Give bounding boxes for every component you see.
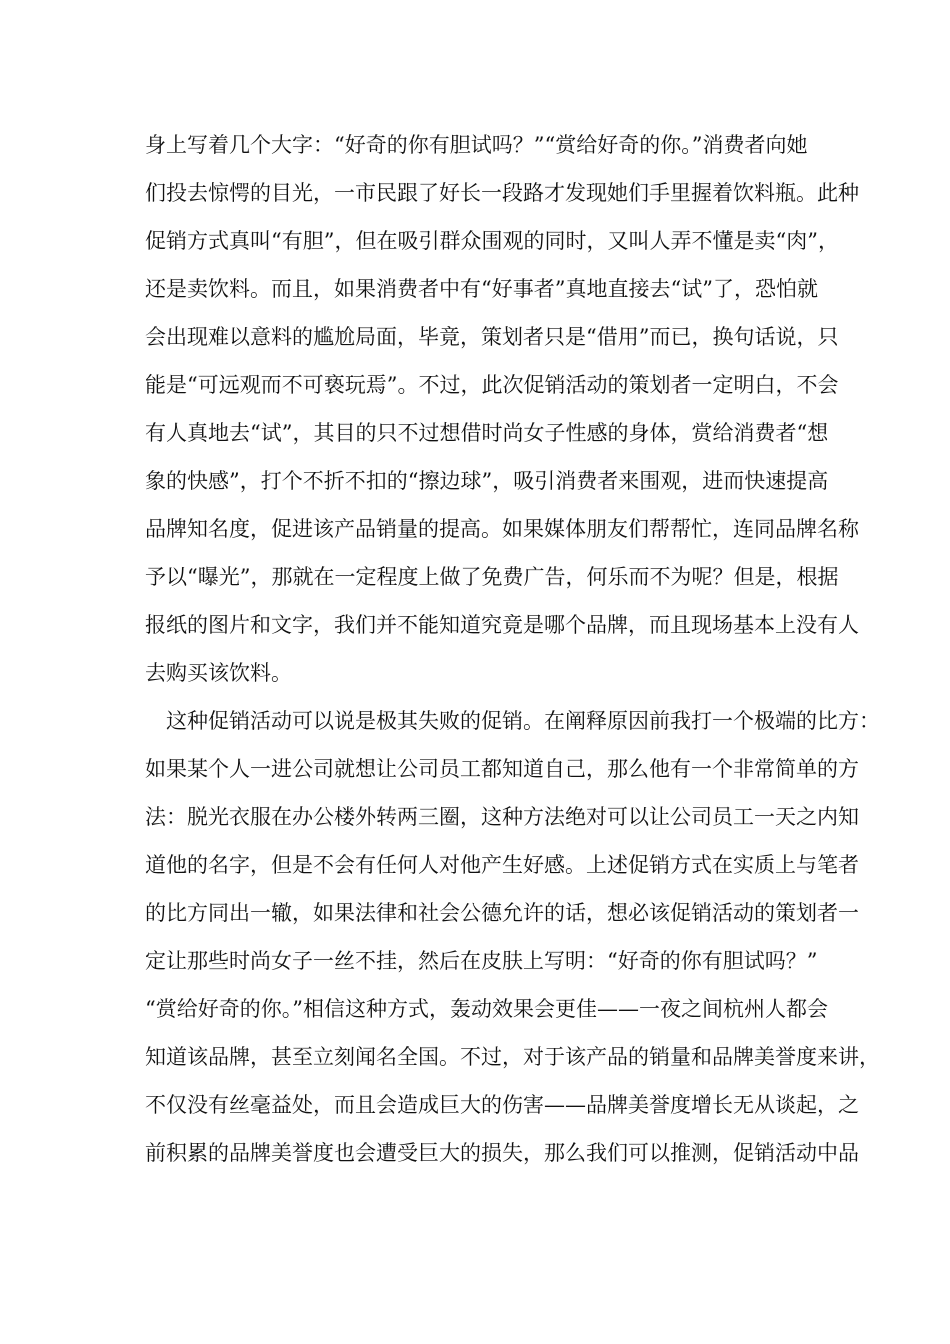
paragraph-line: 有人真地去“试”，其目的只不过想借时尚女子性感的身体，赏给消费者“想 <box>145 421 829 445</box>
paragraph-line: 如果某个人一进公司就想让公司员工都知道自己，那么他有一个非常简单的方 <box>145 757 859 781</box>
paragraph-1 <box>145 121 859 697</box>
paragraph-line: 们投去惊愕的目光，一市民跟了好长一段路才发现她们手里握着饮料瓶。此种 <box>145 181 859 205</box>
paragraph-line: 知道该品牌，甚至立刻闻名全国。不过，对于该产品的销量和品牌美誉度来讲， <box>145 1045 880 1069</box>
paragraph-line: 能是“可远观而不可亵玩焉”。不过，此次促销活动的策划者一定明白，不会 <box>145 373 839 397</box>
paragraph-line: 前积累的品牌美誉度也会遭受巨大的损失，那么我们可以推测，促销活动中品 <box>145 1141 859 1165</box>
paragraph-line: 象的快感”，打个不折不扣的“擦边球”，吸引消费者来围观，进而快速提高 <box>145 469 829 493</box>
paragraph-2 <box>145 697 880 1177</box>
paragraph-line: 促销方式真叫“有胆”，但在吸引群众围观的同时，又叫人弄不懂是卖“肉”， <box>145 229 839 253</box>
paragraph-line: 会出现难以意料的尴尬局面，毕竟，策划者只是“借用”而已，换句话说，只 <box>145 325 839 349</box>
paragraph-line: 予以“曝光”，那就在一定程度上做了免费广告，何乐而不为呢？但是，根据 <box>145 565 839 589</box>
paragraph-line: 身上写着几个大字：“好奇的你有胆试吗？”“赏给好奇的你。”消费者向她 <box>145 133 808 157</box>
paragraph-line: 去购买该饮料。 <box>145 661 292 685</box>
paragraph-line: 报纸的图片和文字，我们并不能知道究竟是哪个品牌，而且现场基本上没有人 <box>145 613 859 637</box>
paragraph-line: 这种促销活动可以说是极其失败的促销。在阐释原因前我打一个极端的比方： <box>145 709 880 733</box>
paragraph-line: 法：脱光衣服在办公楼外转两三圈，这种方法绝对可以让公司员工一天之内知 <box>145 805 859 829</box>
paragraph-line: 还是卖饮料。而且，如果消费者中有“好事者”真地直接去“试”了，恐怕就 <box>145 277 818 301</box>
paragraph-line: 品牌知名度，促进该产品销量的提高。如果媒体朋友们帮帮忙，连同品牌名称 <box>145 517 859 541</box>
paragraph-line: 的比方同出一辙，如果法律和社会公德允许的话，想必该促销活动的策划者一 <box>145 901 859 925</box>
paragraph-line: “赏给好奇的你。”相信这种方式，轰动效果会更佳——一夜之间杭州人都会 <box>145 997 828 1021</box>
paragraph-line: 不仅没有丝毫益处，而且会造成巨大的伤害——品牌美誉度增长无从谈起，之 <box>145 1093 859 1117</box>
paragraph-line: 道他的名字，但是不会有任何人对他产生好感。上述促销方式在实质上与笔者 <box>145 853 859 877</box>
paragraph-line: 定让那些时尚女子一丝不挂，然后在皮肤上写明：“好奇的你有胆试吗？” <box>145 949 818 973</box>
